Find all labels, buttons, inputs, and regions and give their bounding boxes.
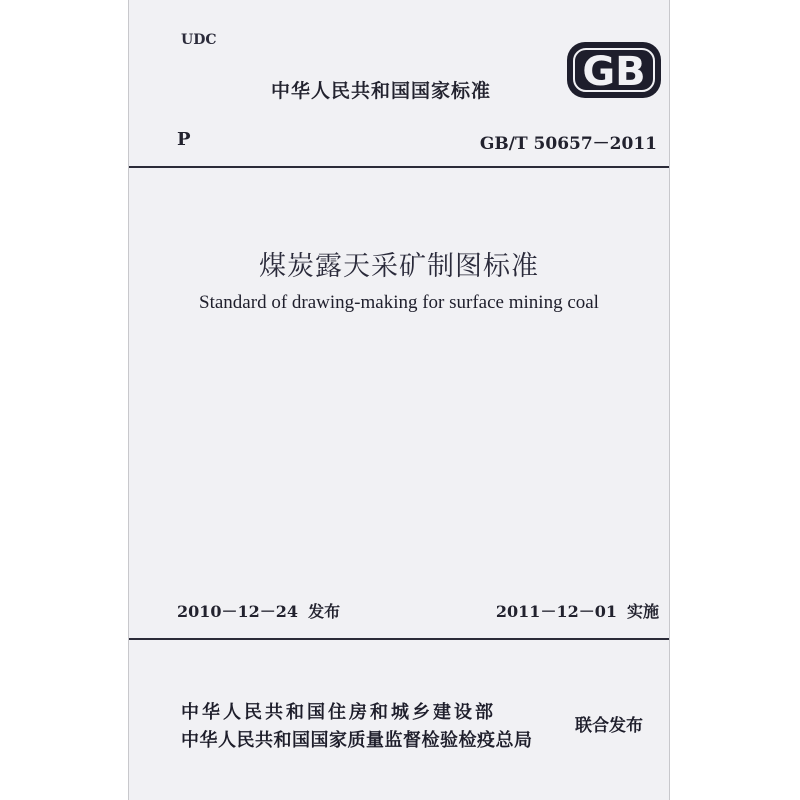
top-divider [129, 166, 669, 168]
national-standard-heading: 中华人民共和国国家标准 [271, 80, 492, 102]
effective-date: 2011－12－01 [495, 602, 617, 621]
publisher-aqsiq: 中华人民共和国国家质量监督检验检疫总局 [181, 730, 533, 751]
publisher-ministry-housing: 中华人民共和国住房和城乡建设部 [181, 702, 496, 723]
effective-label: 实施 [626, 602, 659, 621]
issue-label: 发布 [308, 602, 341, 621]
standard-number: GB/T 50657－2011 [479, 134, 657, 154]
issue-date-line [177, 599, 340, 622]
joint-release-label: 联合发布 [575, 716, 643, 736]
issue-date: 2010－12－24 [177, 602, 299, 621]
bottom-divider [129, 638, 669, 640]
title-english: Standard of drawing-making for surface mining coal [199, 292, 599, 313]
gb-logo-text: GB [582, 49, 646, 95]
classification-code: P [177, 129, 191, 150]
gb-logo [565, 40, 663, 100]
book-cover [128, 0, 670, 800]
effective-date-line [496, 599, 659, 622]
title-chinese: 煤炭露天采矿制图标准 [259, 251, 539, 282]
udc-label: UDC [181, 32, 217, 48]
